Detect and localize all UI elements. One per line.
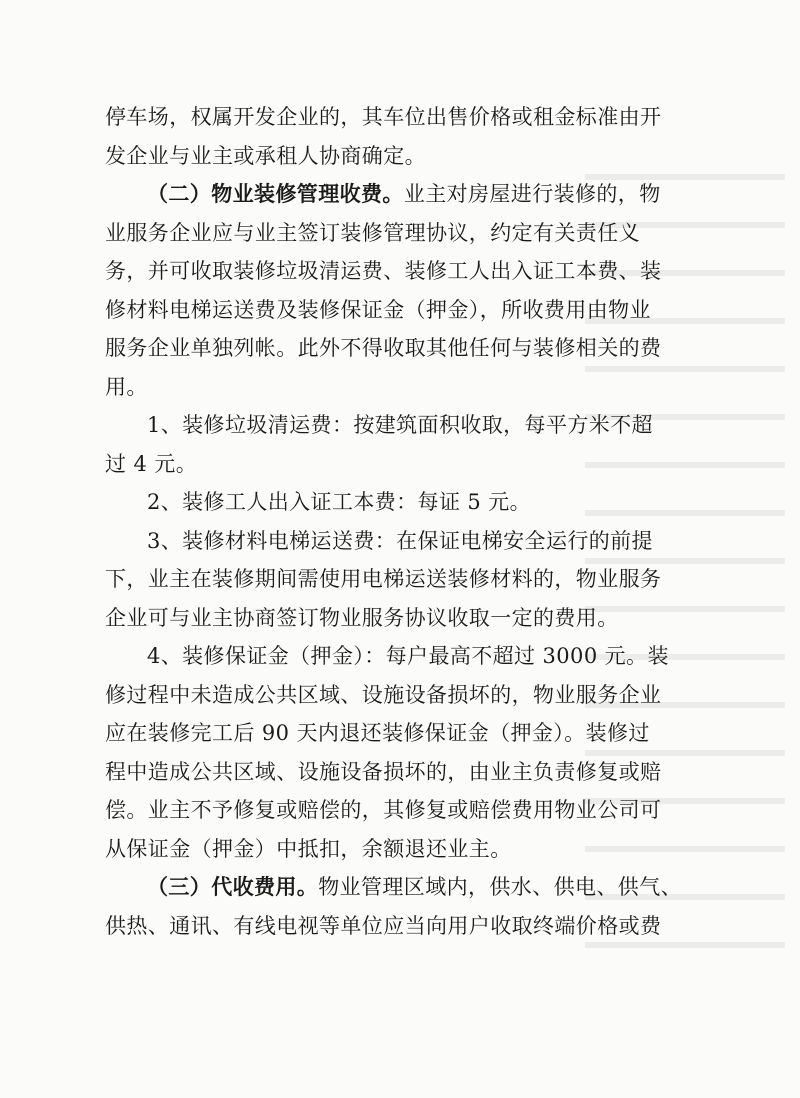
text-run: 程中造成公共区域、设施设备损坏的，由业主负责修复或赔 — [105, 759, 662, 784]
text-line — [105, 522, 685, 561]
text-run: 2、装修工人出入证工本费：每证 5 元。 — [147, 490, 532, 514]
text-line — [105, 483, 685, 522]
text-line — [105, 329, 685, 368]
text-run: 停车场，权属开发企业的，其车位出售价格或租金标准由开 — [105, 105, 662, 129]
text-line — [105, 406, 685, 445]
text-run: 下，业主在装修期间需使用电梯运送装修材料的，物业服务 — [105, 567, 662, 591]
text-line — [105, 252, 685, 291]
text-line — [105, 753, 685, 792]
text-line — [105, 868, 685, 907]
section-heading: （三）代收费用。 — [147, 874, 319, 899]
text-run: 1、装修垃圾清运费：按建筑面积收取，每平方米不超 — [147, 413, 653, 437]
text-line — [105, 445, 685, 484]
text-run: 3、装修材料电梯运送费：在保证电梯安全运行的前提 — [147, 528, 653, 553]
text-run: 修材料电梯运送费及装修保证金（押金），所收费用由物业 — [105, 297, 651, 322]
text-line — [105, 907, 685, 946]
text-line — [105, 137, 685, 176]
text-run: 物业管理区域内，供水、供电、供气、 — [318, 875, 683, 899]
text-run: 修过程中未造成公共区域、设施设备损坏的，物业服务企业 — [105, 682, 662, 707]
text-run: 企业可与业主协商签订物业服务协议收取一定的费用。 — [105, 605, 619, 630]
text-run: 应在装修完工后 90 天内退还装修保证金（押金）。装修过 — [105, 721, 650, 745]
text-run: 4、装修保证金（押金）：每户最高不超过 3000 元。装 — [147, 644, 669, 668]
text-line — [105, 175, 685, 214]
text-line — [105, 830, 685, 869]
text-line — [105, 637, 685, 676]
text-line — [105, 791, 685, 830]
text-run: 发企业与业主或承租人协商确定。 — [105, 143, 426, 168]
text-line — [105, 676, 685, 715]
document-body-text — [105, 98, 685, 945]
text-run: 业服务企业应与业主签订装修管理协议，约定有关责任义 — [105, 220, 640, 245]
text-run: 偿。业主不予修复或赔偿的，其修复或赔偿费用物业公司可 — [105, 798, 662, 822]
text-line — [105, 368, 685, 407]
text-run: 业主对房屋进行装修的，物 — [403, 182, 661, 206]
text-run: 过 4 元。 — [105, 451, 198, 476]
text-run: 务，并可收取装修垃圾清运费、装修工人出入证工本费、装 — [105, 259, 662, 283]
text-run: 用。 — [105, 374, 148, 399]
text-run: 从保证金（押金）中抵扣，余额退还业主。 — [105, 836, 512, 861]
text-line — [105, 714, 685, 753]
text-line — [105, 291, 685, 330]
text-line — [105, 214, 685, 253]
text-run: 服务企业单独列帐。此外不得收取其他任何与装修相关的费 — [105, 336, 662, 360]
text-run: 供热、通讯、有线电视等单位应当向用户收取终端价格或费 — [105, 913, 662, 938]
text-line — [105, 560, 685, 599]
section-heading: （二）物业装修管理收费。 — [147, 181, 404, 206]
text-line — [105, 599, 685, 638]
text-line — [105, 98, 685, 137]
